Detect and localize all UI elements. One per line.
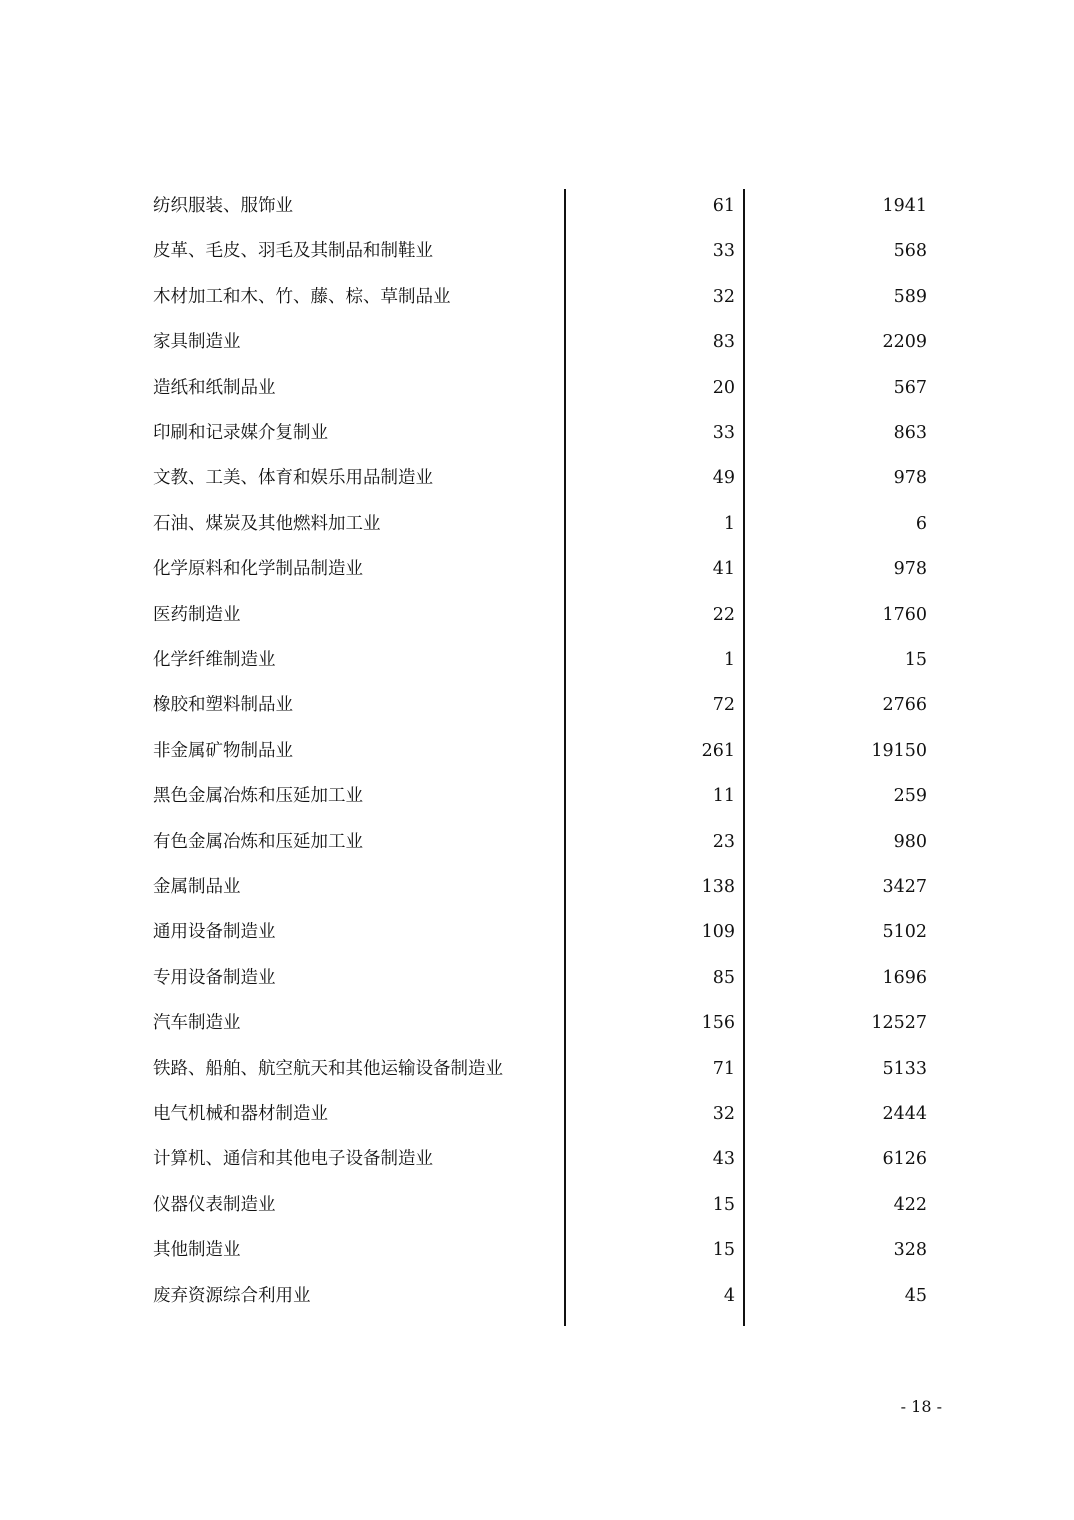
value-col-1: 71: [712, 1058, 735, 1079]
value-col-2: 2766: [882, 695, 927, 716]
table-row: [0, 643, 1074, 688]
industry-name: 通用设备制造业: [153, 922, 276, 943]
value-col-1: 32: [712, 1104, 735, 1124]
table-row: [0, 552, 1074, 597]
value-col-1: 61: [712, 196, 735, 216]
value-col-1: 49: [712, 468, 735, 489]
value-col-1: 83: [712, 332, 735, 353]
value-col-1: 43: [712, 1149, 735, 1170]
value-col-2: 422: [893, 1194, 927, 1215]
table-row: [0, 189, 1074, 234]
value-col-1: 156: [701, 1013, 735, 1034]
industry-name: 计算机、通信和其他电子设备制造业: [153, 1149, 433, 1170]
industry-name: 电气机械和器材制造业: [153, 1104, 328, 1124]
table-row: [0, 1279, 1074, 1324]
value-col-2: 3427: [882, 877, 927, 897]
table-row: [0, 234, 1074, 279]
table-row: [0, 325, 1074, 370]
table-row: [0, 870, 1074, 915]
table-row: [0, 1052, 1074, 1097]
value-col-1: 138: [701, 877, 735, 897]
industry-name: 医药制造业: [153, 604, 241, 625]
value-col-1: 261: [701, 740, 735, 761]
industry-name: 印刷和记录媒介复制业: [153, 423, 328, 443]
industry-name: 造纸和纸制品业: [153, 377, 276, 398]
value-col-1: 11: [712, 786, 735, 807]
industry-name: 文教、工美、体育和娱乐用品制造业: [153, 468, 433, 489]
table-row: [0, 1142, 1074, 1187]
industry-name: 化学原料和化学制品制造业: [153, 559, 363, 580]
table-row: [0, 825, 1074, 870]
value-col-1: 33: [712, 423, 735, 443]
value-col-2: 2209: [882, 332, 927, 353]
value-col-2: 978: [893, 559, 927, 580]
industry-name: 仪器仪表制造业: [153, 1194, 276, 1215]
value-col-2: 15: [904, 650, 927, 670]
value-col-2: 6: [915, 513, 927, 534]
table-row: [0, 598, 1074, 643]
value-col-2: 45: [904, 1285, 927, 1306]
table-row: [0, 1097, 1074, 1142]
value-col-2: 568: [893, 241, 927, 262]
value-col-1: 32: [712, 286, 735, 307]
value-col-1: 109: [701, 922, 735, 943]
industry-name: 化学纤维制造业: [153, 650, 276, 670]
table-row: [0, 1006, 1074, 1051]
table-row: [0, 1233, 1074, 1278]
industry-name: 专用设备制造业: [153, 967, 276, 988]
value-col-2: 328: [893, 1240, 927, 1261]
value-col-1: 85: [712, 967, 735, 988]
value-col-1: 1: [723, 513, 735, 534]
table-row: [0, 779, 1074, 824]
value-col-2: 980: [893, 831, 927, 852]
table-row: [0, 280, 1074, 325]
industry-name: 汽车制造业: [153, 1013, 241, 1034]
industry-table: [0, 189, 1074, 1326]
industry-name: 铁路、船舶、航空航天和其他运输设备制造业: [153, 1058, 503, 1079]
table-row: [0, 507, 1074, 552]
page-number: - 18 -: [900, 1397, 942, 1416]
value-col-1: 20: [712, 377, 735, 398]
value-col-2: 12527: [871, 1013, 927, 1034]
industry-name: 黑色金属冶炼和压延加工业: [153, 786, 363, 807]
value-col-2: 19150: [871, 740, 927, 761]
industry-name: 石油、煤炭及其他燃料加工业: [153, 513, 381, 534]
industry-name: 其他制造业: [153, 1240, 241, 1261]
value-col-2: 6126: [882, 1149, 927, 1170]
value-col-1: 4: [723, 1285, 735, 1306]
table-row: [0, 734, 1074, 779]
value-col-2: 567: [893, 377, 927, 398]
industry-name: 皮革、毛皮、羽毛及其制品和制鞋业: [153, 241, 433, 262]
value-col-1: 1: [723, 650, 735, 670]
value-col-2: 589: [893, 286, 927, 307]
value-col-1: 33: [712, 241, 735, 262]
value-col-2: 259: [893, 786, 927, 807]
value-col-1: 22: [712, 604, 735, 625]
value-col-2: 1696: [882, 967, 927, 988]
value-col-2: 1760: [882, 604, 927, 625]
industry-name: 橡胶和塑料制品业: [153, 695, 293, 716]
value-col-1: 15: [712, 1194, 735, 1215]
value-col-1: 15: [712, 1240, 735, 1261]
value-col-2: 2444: [882, 1104, 927, 1124]
value-col-2: 5102: [882, 922, 927, 943]
value-col-1: 41: [712, 559, 735, 580]
value-col-2: 978: [893, 468, 927, 489]
value-col-2: 5133: [882, 1058, 927, 1079]
industry-name: 家具制造业: [153, 332, 241, 353]
table-row: [0, 1188, 1074, 1233]
value-col-1: 72: [712, 695, 735, 716]
table-row: [0, 416, 1074, 461]
industry-name: 废弃资源综合利用业: [153, 1285, 311, 1306]
industry-name: 木材加工和木、竹、藤、棕、草制品业: [153, 286, 451, 307]
table-row: [0, 461, 1074, 506]
value-col-1: 23: [712, 831, 735, 852]
table-row: [0, 371, 1074, 416]
table-row: [0, 915, 1074, 960]
table-row: [0, 688, 1074, 733]
value-col-2: 863: [893, 423, 927, 443]
value-col-2: 1941: [882, 196, 927, 216]
industry-name: 非金属矿物制品业: [153, 740, 293, 761]
industry-name: 金属制品业: [153, 877, 241, 897]
industry-name: 有色金属冶炼和压延加工业: [153, 831, 363, 852]
table-row: [0, 961, 1074, 1006]
industry-name: 纺织服装、服饰业: [153, 196, 293, 216]
